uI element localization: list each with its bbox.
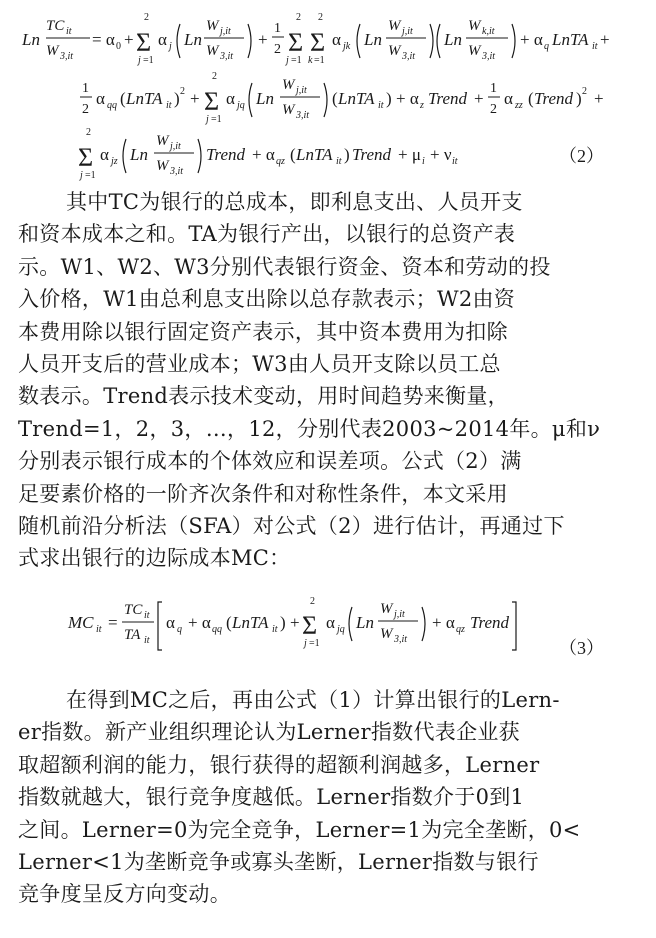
text-line: 在得到MC之后，再由公式（1）计算出银行的Lern-	[66, 688, 560, 712]
text-line: Lerner<1为垄断竞争或寡头垄断，Lerner指数与银行	[18, 850, 539, 875]
svg-text:+: +	[290, 613, 300, 632]
svg-text:MC: MC	[68, 613, 94, 632]
svg-text:Σ: Σ	[302, 611, 318, 640]
svg-text:W: W	[282, 77, 295, 93]
svg-text:LnTA: LnTA	[552, 30, 589, 49]
svg-text:+ μ: + μ	[398, 145, 421, 164]
svg-text:W: W	[388, 18, 401, 34]
svg-text:3,it: 3,it	[394, 634, 408, 645]
text-line: 入价格，W1由总利息支出除以总存款表示；W2由资	[18, 287, 516, 312]
svg-text:j: j	[286, 55, 289, 66]
svg-text:j: j	[138, 55, 141, 66]
svg-text:jq: jq	[337, 624, 345, 635]
paragraph-1	[18, 186, 622, 575]
svg-text:+ α: + α	[432, 613, 455, 632]
svg-text:j,it: j,it	[296, 85, 307, 96]
svg-text:=1: =1	[314, 55, 325, 66]
svg-text:qz: qz	[456, 624, 465, 635]
svg-text:=1: =1	[309, 638, 320, 649]
svg-text:3,it: 3,it	[220, 51, 234, 62]
text-line: 其中TC为银行的总成本，即利息支出、人员开支	[66, 190, 523, 214]
svg-text:W: W	[282, 102, 295, 118]
svg-text:1: 1	[490, 81, 497, 96]
text-line: 之间。Lerner=0为完全竞争，Lerner=1为完全垄断，0<	[18, 817, 581, 842]
svg-text:2: 2	[318, 12, 323, 23]
svg-text:LnTA: LnTA	[338, 89, 375, 108]
svg-text:(: (	[528, 89, 534, 108]
svg-text:q: q	[544, 41, 549, 52]
svg-text:Ln: Ln	[444, 30, 462, 49]
svg-text:α: α	[332, 30, 341, 49]
svg-text:W: W	[156, 133, 169, 149]
svg-text:j: j	[304, 638, 307, 649]
svg-text:3,it: 3,it	[60, 51, 74, 62]
svg-text:1: 1	[82, 81, 89, 96]
svg-text:2: 2	[82, 102, 89, 117]
svg-text:2: 2	[310, 596, 315, 607]
svg-text:Ln: Ln	[364, 30, 382, 49]
svg-text:it: it	[592, 41, 598, 52]
svg-text:W: W	[388, 43, 401, 59]
svg-text:(: (	[332, 89, 338, 108]
svg-text:Trend: Trend	[470, 613, 510, 632]
svg-text:+ α: + α	[252, 145, 275, 164]
svg-text:2: 2	[144, 12, 149, 23]
svg-text:): )	[344, 145, 350, 164]
equation-3-render	[0, 582, 612, 662]
svg-text:j,it: j,it	[402, 26, 413, 37]
svg-text:jk: jk	[343, 41, 351, 52]
svg-text:k: k	[308, 55, 313, 66]
text-line: 足要素价格的一阶齐次条件和对称性条件，本文采用	[18, 481, 508, 506]
text-line: 竞争度呈反方向变动。	[18, 882, 231, 907]
equation-3-number: （3）	[559, 638, 604, 658]
svg-text:α: α	[158, 30, 167, 49]
svg-text:j,it: j,it	[220, 26, 231, 37]
svg-text:Σ: Σ	[288, 28, 304, 57]
svg-text:α: α	[96, 89, 105, 108]
svg-text:+: +	[474, 89, 484, 108]
svg-text:Ln: Ln	[22, 30, 40, 49]
svg-text:Σ: Σ	[136, 28, 152, 57]
svg-text:+ α: + α	[396, 89, 419, 108]
svg-text:TA: TA	[124, 627, 141, 643]
svg-text:W: W	[380, 626, 393, 642]
svg-text:W: W	[206, 18, 219, 34]
svg-text:=1: =1	[211, 114, 222, 125]
svg-text:=1: =1	[143, 55, 154, 66]
svg-text:): )	[576, 89, 582, 108]
svg-text:3,it: 3,it	[170, 166, 184, 177]
svg-text:Σ: Σ	[78, 143, 94, 172]
svg-text:q: q	[177, 624, 182, 635]
equation-2-render	[0, 0, 612, 186]
svg-text:1: 1	[274, 21, 281, 36]
svg-text:qq: qq	[107, 100, 117, 111]
svg-text:jq: jq	[237, 100, 245, 111]
svg-text:it: it	[452, 156, 458, 167]
svg-text:k,it: k,it	[482, 26, 495, 37]
svg-text:α: α	[504, 89, 513, 108]
svg-text:2: 2	[490, 102, 497, 117]
text-line: 式求出银行的边际成本MC：	[18, 546, 291, 571]
svg-text:z: z	[420, 100, 424, 111]
svg-text:2: 2	[582, 86, 587, 97]
svg-text:+ ν: + ν	[430, 145, 452, 164]
svg-text:Ln: Ln	[256, 89, 274, 108]
svg-text:2: 2	[86, 127, 91, 138]
svg-text:it: it	[144, 610, 150, 621]
svg-text:(: (	[226, 613, 232, 632]
text-line: 人员开支后的营业成本；W3由人员开支除以员工总	[18, 352, 501, 377]
svg-text:(: (	[290, 145, 296, 164]
svg-text:j: j	[169, 41, 172, 52]
svg-text:j,it: j,it	[394, 609, 405, 620]
svg-text:Trend: Trend	[352, 145, 392, 164]
svg-text:W: W	[468, 43, 481, 59]
svg-text:W: W	[380, 601, 393, 617]
svg-text:TC: TC	[124, 602, 143, 618]
svg-text:2: 2	[212, 71, 217, 82]
svg-text:it: it	[96, 624, 102, 635]
svg-text:Trend: Trend	[534, 89, 574, 108]
svg-text:it: it	[272, 624, 278, 635]
text-line: Trend=1，2，3，…，12，分别代表2003~2014年。μ和ν	[18, 416, 601, 441]
svg-text:zz: zz	[515, 100, 523, 111]
text-line: 本费用除以银行固定资产表示，其中资本费用为扣除	[18, 319, 508, 344]
svg-text:it: it	[66, 26, 72, 37]
svg-text:α: α	[226, 89, 235, 108]
svg-text:2: 2	[274, 42, 281, 57]
svg-text:it: it	[144, 635, 150, 646]
svg-text:+: +	[594, 89, 604, 108]
svg-text:3,it: 3,it	[482, 51, 496, 62]
svg-text:j: j	[80, 170, 83, 181]
text-line: er指数。新产业组织理论认为Lerner指数代表企业获	[18, 720, 520, 745]
svg-text:it: it	[166, 100, 172, 111]
svg-text:+ α: + α	[520, 30, 543, 49]
svg-text:j,it: j,it	[170, 141, 181, 152]
svg-text:α: α	[166, 613, 175, 632]
svg-text:=1: =1	[291, 55, 302, 66]
svg-text:+: +	[124, 30, 134, 49]
text-line: 指数就越大，银行竞争度越低。Lerner指数介于0到1	[18, 785, 525, 810]
svg-text:): )	[280, 613, 286, 632]
svg-text:+ α: + α	[188, 613, 211, 632]
text-line: 分别表示银行成本的个体效应和误差项。公式（2）满	[18, 449, 522, 474]
svg-text:= α: = α	[92, 30, 115, 49]
svg-text:Ln: Ln	[130, 145, 148, 164]
text-line: 随机前沿分析法（SFA）对公式（2）进行估计，再通过下	[18, 514, 565, 539]
svg-text:0: 0	[116, 41, 121, 52]
svg-text:+: +	[190, 89, 200, 108]
svg-text:=1: =1	[85, 170, 96, 181]
svg-text:W: W	[46, 43, 59, 59]
svg-text:+: +	[600, 30, 610, 49]
svg-text:it: it	[336, 156, 342, 167]
adjacent-column-fragment	[630, 0, 656, 938]
text-line: 取超额利润的能力，银行获得的超额利润越多，Lerner	[18, 752, 540, 777]
svg-text:Σ: Σ	[310, 28, 326, 57]
svg-text:Ln: Ln	[356, 613, 374, 632]
text-line: 示。W1、W2、W3分别代表银行资金、资本和劳动的投	[18, 254, 551, 279]
svg-text:Trend: Trend	[428, 89, 468, 108]
svg-text:(: (	[120, 89, 126, 108]
svg-text:qz: qz	[276, 156, 285, 167]
svg-text:α: α	[100, 145, 109, 164]
svg-text:+: +	[258, 30, 268, 49]
svg-text:3,it: 3,it	[296, 110, 310, 121]
svg-text:j: j	[206, 114, 209, 125]
svg-text:Σ: Σ	[204, 87, 220, 116]
svg-text:): )	[386, 89, 392, 108]
svg-text:LnTA: LnTA	[232, 613, 269, 632]
paragraph-2	[18, 684, 622, 911]
svg-text:i: i	[422, 156, 425, 167]
svg-text:qq: qq	[212, 624, 222, 635]
svg-text:jz: jz	[111, 156, 118, 167]
svg-text:3,it: 3,it	[402, 51, 416, 62]
svg-text:LnTA: LnTA	[126, 89, 163, 108]
svg-text:2: 2	[180, 86, 185, 97]
svg-text:W: W	[468, 18, 481, 34]
svg-text:it: it	[378, 100, 384, 111]
svg-text:Trend: Trend	[206, 145, 246, 164]
equation-2-number: （2）	[559, 146, 604, 166]
svg-text:α: α	[326, 613, 335, 632]
text-line: 和资本成本之和。TA为银行产出，以银行的总资产表	[18, 222, 516, 247]
svg-text:W: W	[206, 43, 219, 59]
svg-text:LnTA: LnTA	[296, 145, 333, 164]
svg-text:): )	[174, 89, 180, 108]
text-line: 数表示。Trend表示技术变动，用时间趋势来衡量，	[18, 384, 509, 409]
svg-text:W: W	[156, 158, 169, 174]
svg-text:TC: TC	[46, 18, 65, 34]
svg-text:2: 2	[296, 12, 301, 23]
svg-text:Ln: Ln	[184, 30, 202, 49]
svg-text:=: =	[108, 613, 118, 632]
